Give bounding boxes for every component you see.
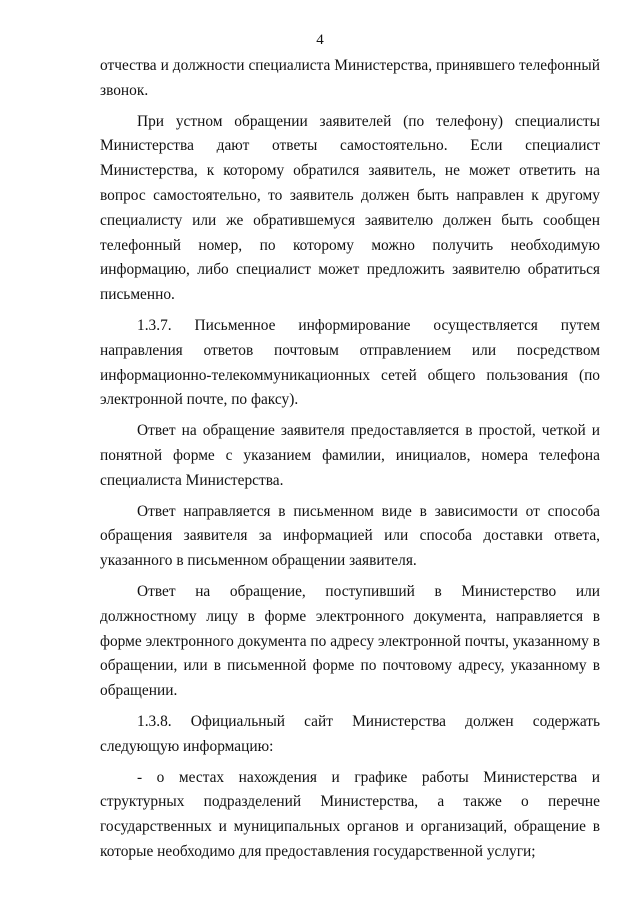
paragraph-6: Ответ на обращение, поступивший в Министерство или должностному лицу в форме электронного документа, направляется в форме электронного документа по адресу электронной почты, указанному в обращении, или в письменной форме по почтовому адресу, указанному в обращении. [100, 582, 600, 700]
paragraph-3: 1.3.7. Письменное информирование осуществляется путем направления ответов почтовым отправлением или посредством информационно-телекоммуникационных сетей общего пользования (по электронной почте, по факсу). [100, 316, 600, 409]
paragraph-1: отчества и должности специалиста Министерства, принявшего телефонный звонок. [100, 57, 600, 99]
document-body [100, 54, 600, 871]
paragraph-8: - о местах нахождения и графике работы Министерства и структурных подразделений Министерства, а также о перечне государственных и муниципальных органов и организаций, обращение в которые необходимо для предоставления государственной услуги; [100, 768, 600, 860]
paragraph-2: При устном обращении заявителей (по телефону) специалисты Министерства дают ответы самостоятельно. Если специалист Министерства, к которому обратился заявитель, не может ответить на вопрос самостоятельно, то заявитель должен быть направлен к другому специалисту или же обратившемуся заявителю должен быть сообщен телефонный номер, по которому можно получить необходимую информацию, либо специалист может предложить заявителю обратиться письменно. [100, 112, 600, 304]
page-number: 4 [316, 32, 324, 48]
paragraph-4: Ответ на обращение заявителя предоставляется в простой, четкой и понятной форме с указанием фамилии, инициалов, номера телефона специалиста Министерства. [100, 422, 600, 489]
paragraph-5: Ответ направляется в письменном виде в зависимости от способа обращения заявителя за информацией или способа доставки ответа, указанного в письменном обращении заявителя. [100, 502, 600, 570]
paragraph-7: 1.3.8. Официальный сайт Министерства должен содержать следующую информацию: [100, 712, 600, 755]
